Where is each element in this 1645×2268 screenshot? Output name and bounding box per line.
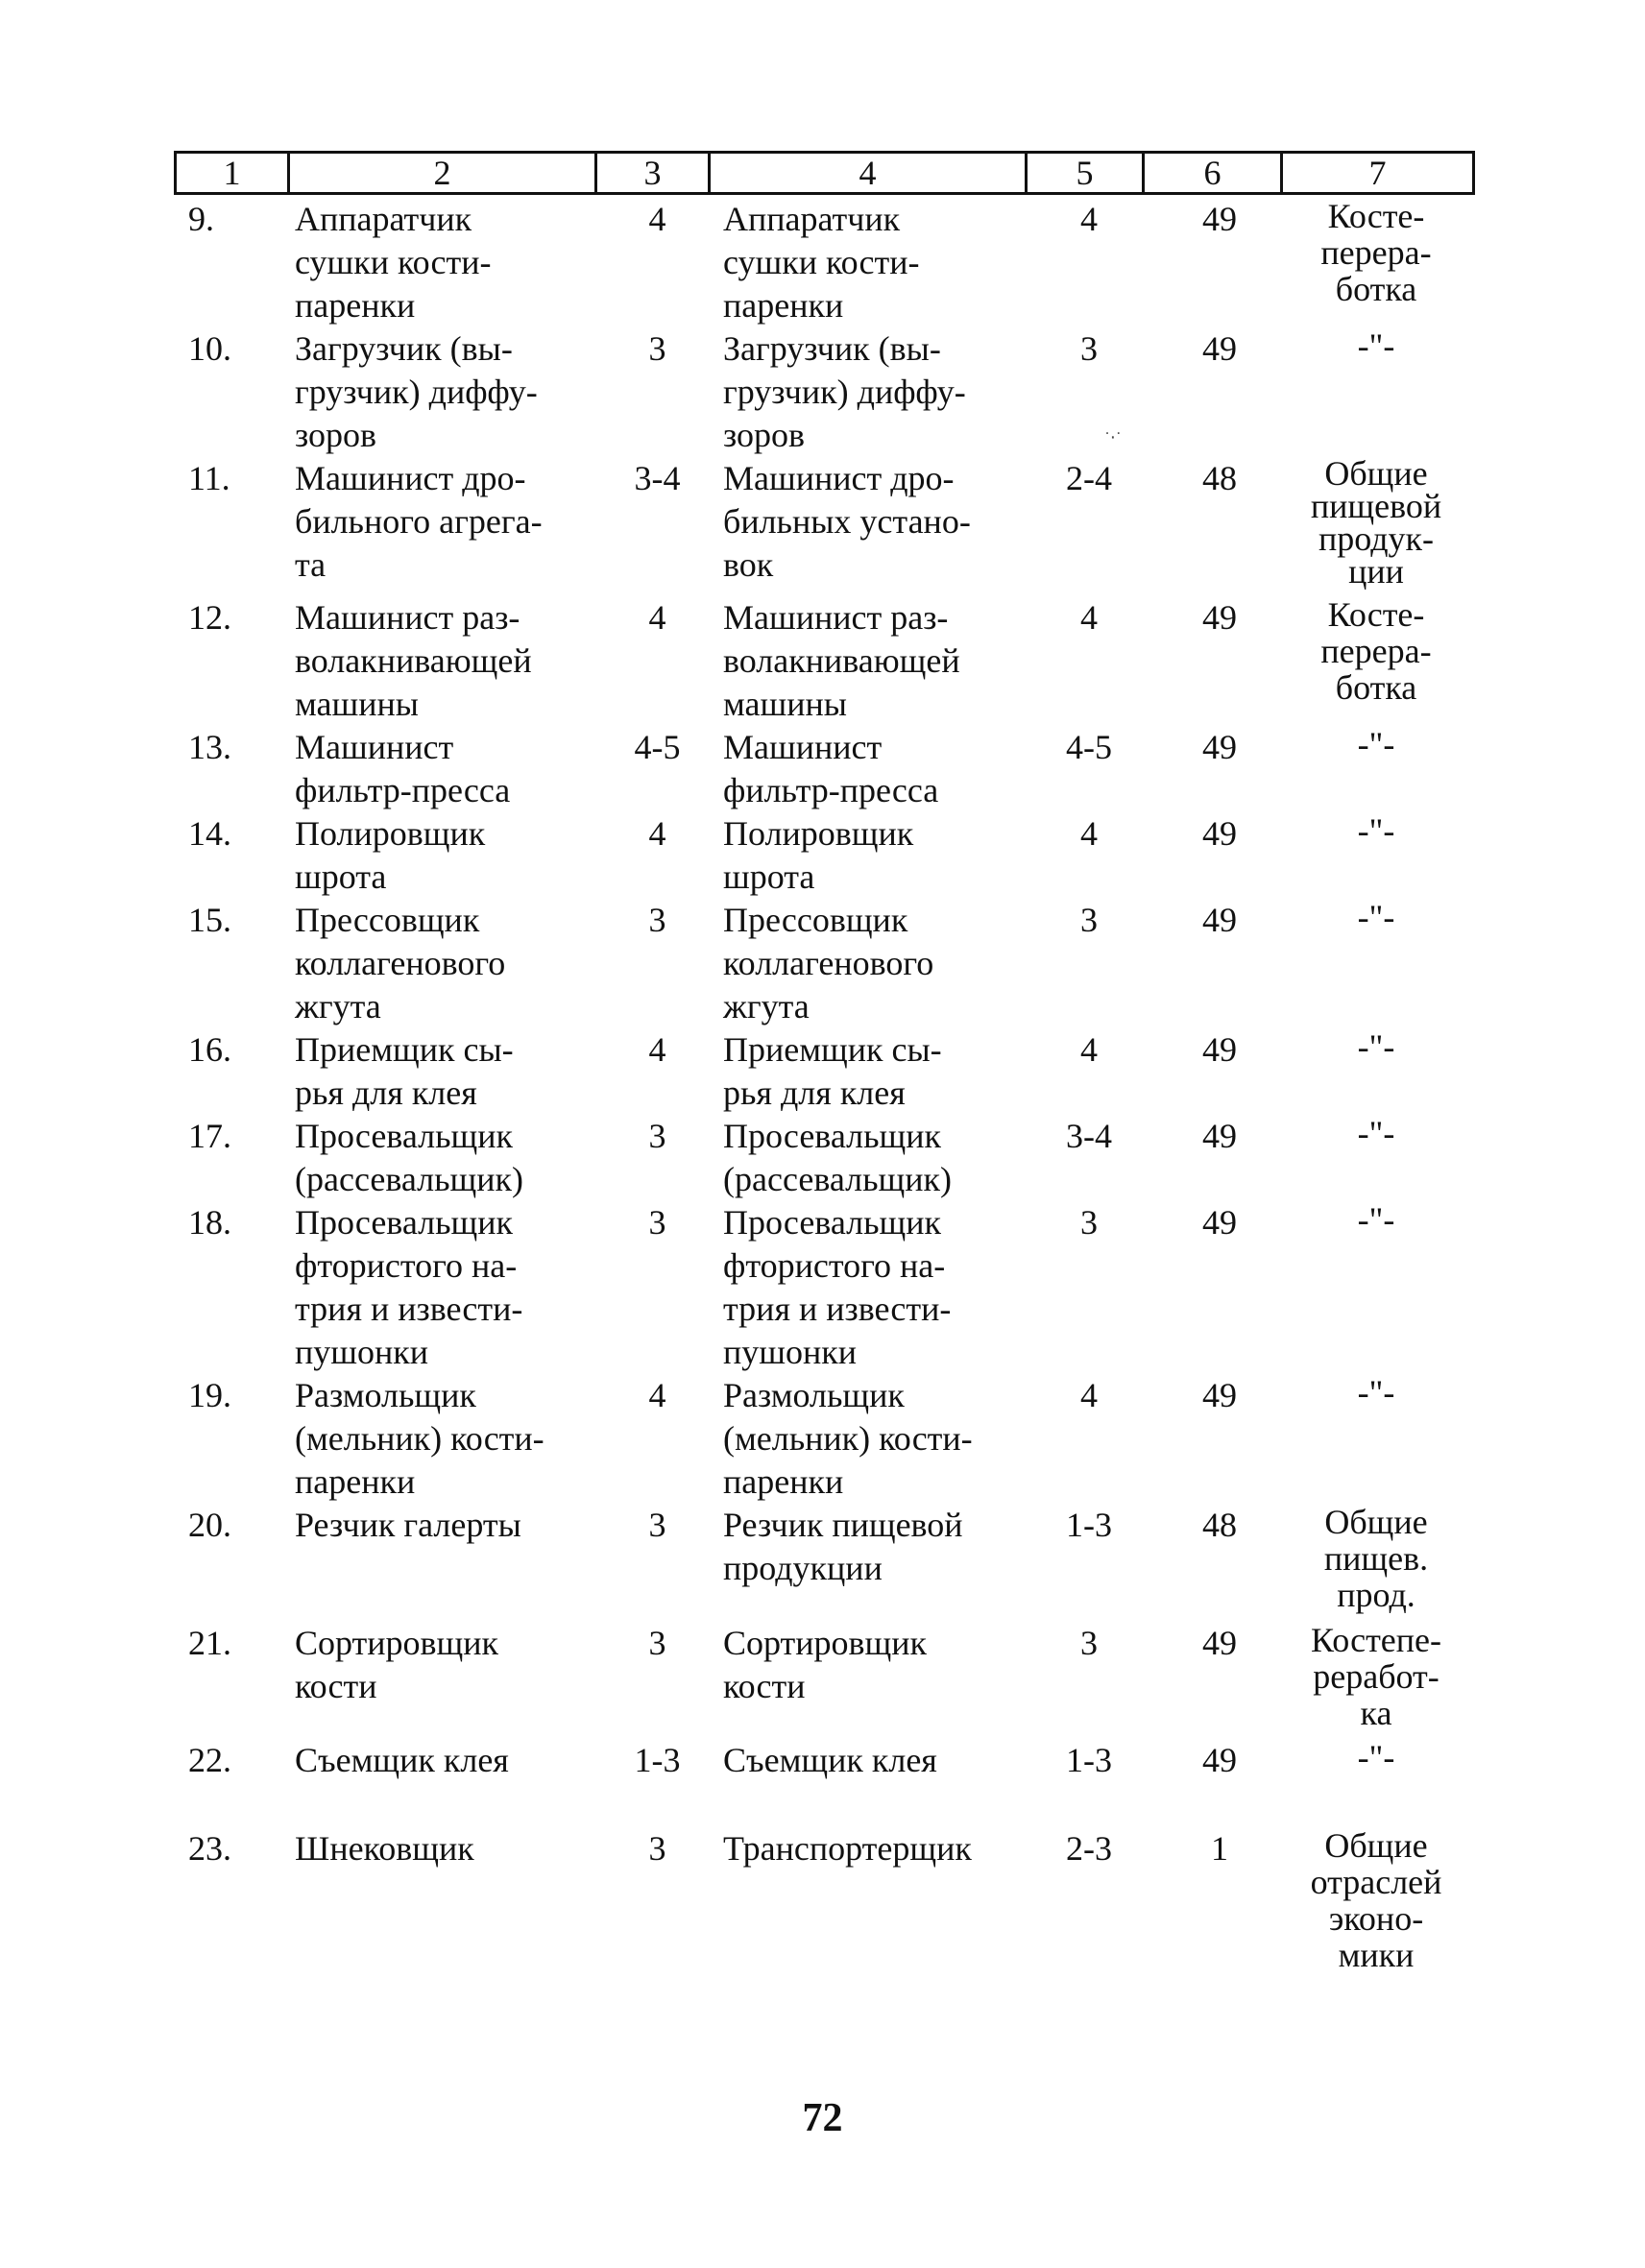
profession-name-new: Съемщик клея — [723, 1741, 937, 1779]
grade-range-new: 1-3 — [1066, 1741, 1112, 1779]
issue-number: 49 — [1202, 901, 1237, 939]
section-name: -"- — [1357, 1114, 1395, 1152]
issue-number: 1 — [1211, 1829, 1228, 1868]
grade-range-old: 4 — [648, 1376, 666, 1414]
profession-name-new: Приемщик сы- рья для клея — [723, 1030, 942, 1112]
profession-name-old: Шнековщик — [295, 1829, 474, 1868]
profession-name-new: Машинист раз- волакнивающей машины — [723, 598, 960, 723]
grade-range-old: 4-5 — [634, 728, 681, 766]
grade-range-new: 4 — [1080, 598, 1098, 637]
issue-number: 48 — [1202, 459, 1237, 497]
profession-name-old: Сортировщик кости — [295, 1624, 499, 1705]
row-number: 17. — [188, 1117, 231, 1155]
section-name: -"- — [1357, 1373, 1395, 1411]
section-name: -"- — [1357, 1738, 1395, 1776]
profession-name-new: Просевальщик фтористого на- трия и извести- пушонки — [723, 1203, 952, 1371]
grade-range-old: 3 — [648, 1829, 666, 1868]
section-name: Общие пищевой продук- ции — [1310, 454, 1442, 591]
grade-range-old: 3 — [648, 1624, 666, 1662]
row-number: 13. — [188, 728, 231, 766]
row-number: 12. — [188, 598, 231, 637]
issue-number: 49 — [1202, 1117, 1237, 1155]
issue-number: 49 — [1202, 1030, 1237, 1069]
grade-range-new: 4 — [1080, 200, 1098, 238]
profession-name-old: Размольщик (мельник) кости- паренки — [295, 1376, 544, 1501]
issue-number: 49 — [1202, 1624, 1237, 1662]
profession-name-old: Загрузчик (вы- грузчик) диффу- зоров — [295, 329, 538, 454]
header-col-7: 7 — [1282, 153, 1474, 194]
row-number: 22. — [188, 1741, 231, 1779]
grade-range-new: 4 — [1080, 1376, 1098, 1414]
section-name: -"- — [1357, 898, 1395, 936]
profession-name-new: Машинист дро- бильных устано- вок — [723, 459, 971, 584]
profession-name-old: Съемщик клея — [295, 1741, 509, 1779]
profession-name-new: Загрузчик (вы- грузчик) диффу- зоров — [723, 329, 966, 454]
issue-number: 48 — [1202, 1506, 1237, 1544]
profession-name-new: Размольщик (мельник) кости- паренки — [723, 1376, 973, 1501]
section-name: -"- — [1357, 326, 1395, 365]
row-number: 18. — [188, 1203, 231, 1242]
grade-range-old: 4 — [648, 814, 666, 853]
grade-range-old: 3 — [648, 329, 666, 368]
section-name: -"- — [1357, 1027, 1395, 1066]
row-number: 15. — [188, 901, 231, 939]
profession-name-old: Резчик галерты — [295, 1506, 521, 1544]
header-col-3: 3 — [596, 153, 710, 194]
issue-number: 49 — [1202, 329, 1237, 368]
header-col-2: 2 — [289, 153, 596, 194]
profession-name-old: Просевальщик (рассевальщик) — [295, 1117, 524, 1198]
header-col-6: 6 — [1144, 153, 1282, 194]
row-number: 21. — [188, 1624, 231, 1662]
header-col-5: 5 — [1027, 153, 1144, 194]
row-number: 16. — [188, 1030, 231, 1069]
grade-range-new: 4 — [1080, 814, 1098, 853]
page-number: 72 — [802, 2096, 843, 2140]
grade-range-old: 3-4 — [634, 459, 681, 497]
profession-name-old: Полировщик шрота — [295, 814, 486, 896]
grade-range-old: 3 — [648, 1506, 666, 1544]
header-col-1: 1 — [176, 153, 289, 194]
issue-number: 49 — [1202, 728, 1237, 766]
issue-number: 49 — [1202, 598, 1237, 637]
grade-range-old: 3 — [648, 901, 666, 939]
row-number: 20. — [188, 1506, 231, 1544]
scan-speck: ˙‧˙ — [1104, 428, 1122, 447]
grade-range-old: 1-3 — [634, 1741, 681, 1779]
grade-range-new: 3 — [1080, 329, 1098, 368]
section-name: -"- — [1357, 811, 1395, 850]
profession-name-new: Транспортерщик — [723, 1829, 972, 1868]
issue-number: 49 — [1202, 1376, 1237, 1414]
grade-range-old: 4 — [648, 598, 666, 637]
grade-range-new: 3-4 — [1066, 1117, 1112, 1155]
grade-range-new: 1-3 — [1066, 1506, 1112, 1544]
profession-name-old: Аппаратчик сушки кости- паренки — [295, 200, 492, 325]
grade-range-new: 2-4 — [1066, 459, 1112, 497]
section-name: Общие отраслей эконо- мики — [1310, 1826, 1442, 1974]
grade-range-new: 3 — [1080, 1203, 1098, 1242]
grade-range-new: 2-3 — [1066, 1829, 1112, 1868]
row-number: 14. — [188, 814, 231, 853]
profession-name-new: Просевальщик (рассевальщик) — [723, 1117, 953, 1198]
profession-name-new: Полировщик шрота — [723, 814, 914, 896]
row-number: 9. — [188, 200, 214, 238]
issue-number: 49 — [1202, 1203, 1237, 1242]
profession-name-old: Машинист раз- волакнивающей машины — [295, 598, 532, 723]
grade-range-old: 3 — [648, 1117, 666, 1155]
profession-name-old: Машинист фильтр-пресса — [295, 728, 511, 809]
profession-name-new: Резчик пищевой продукции — [723, 1506, 963, 1587]
header-col-4: 4 — [710, 153, 1027, 194]
section-name: Костепе- реработ- ка — [1310, 1621, 1442, 1732]
issue-number: 49 — [1202, 200, 1237, 238]
issue-number: 49 — [1202, 1741, 1237, 1779]
grade-range-old: 4 — [648, 200, 666, 238]
profession-name-new: Аппаратчик сушки кости- паренки — [723, 200, 920, 325]
profession-name-new: Машинист фильтр-пресса — [723, 728, 939, 809]
profession-name-old: Просевальщик фтористого на- трия и извести- пушонки — [295, 1203, 523, 1371]
grade-range-new: 3 — [1080, 901, 1098, 939]
grade-range-new: 4-5 — [1066, 728, 1112, 766]
row-number: 23. — [188, 1829, 231, 1868]
grade-range-new: 4 — [1080, 1030, 1098, 1069]
grade-range-old: 4 — [648, 1030, 666, 1069]
profession-name-old: Машинист дро- бильного агрега- та — [295, 459, 543, 584]
profession-name-new: Прессовщик коллагенового жгута — [723, 901, 934, 1025]
column-number-header — [174, 151, 1475, 195]
issue-number: 49 — [1202, 814, 1237, 853]
profession-name-old: Прессовщик коллагенового жгута — [295, 901, 506, 1025]
grade-range-old: 3 — [648, 1203, 666, 1242]
section-name: Косте- перера- ботка — [1320, 197, 1432, 308]
section-name: Общие пищев. прод. — [1323, 1503, 1429, 1614]
profession-name-old: Приемщик сы- рья для клея — [295, 1030, 514, 1112]
section-name: -"- — [1357, 725, 1395, 763]
row-number: 11. — [188, 459, 230, 497]
row-number: 19. — [188, 1376, 231, 1414]
section-name: Косте- перера- ботка — [1320, 595, 1432, 707]
row-number: 10. — [188, 329, 231, 368]
section-name: -"- — [1357, 1200, 1395, 1239]
grade-range-new: 3 — [1080, 1624, 1098, 1662]
profession-name-new: Сортировщик кости — [723, 1624, 928, 1705]
